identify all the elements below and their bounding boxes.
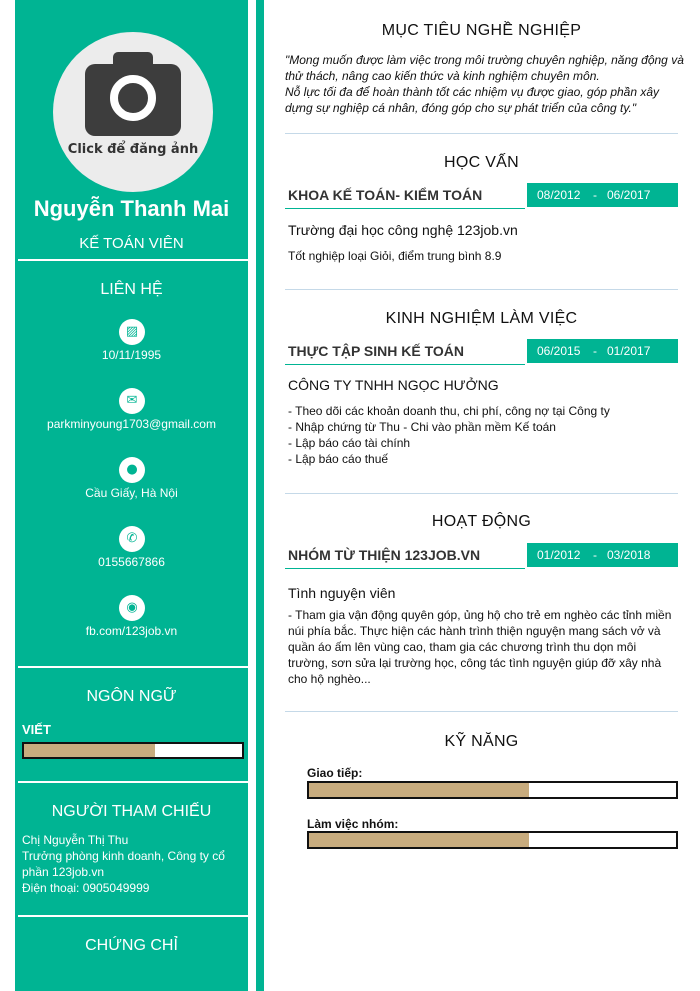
divider: [18, 259, 248, 261]
activities-heading: HOẠT ĐỘNG: [431, 513, 532, 530]
skill-name: Giao tiếp:: [307, 766, 363, 780]
skills-heading: KỸ NĂNG: [444, 733, 519, 750]
map-pin-icon: ●: [119, 457, 145, 483]
education-start: 08/2012: [537, 188, 581, 202]
address-text: Cầu Giấy, Hà Nội: [85, 486, 178, 500]
task-item: - Lập báo cáo thuế: [288, 452, 389, 466]
avatar-upload-text: Click để đăng ảnh: [67, 142, 199, 157]
birthday-text: 10/11/1995: [101, 348, 162, 362]
divider: [18, 915, 248, 917]
skill-level-fill: [309, 783, 529, 797]
candidate-name: Nguyễn Thanh Mai: [33, 196, 230, 221]
cake-icon: ▨: [119, 319, 145, 345]
envelope-icon: ✉: [119, 388, 145, 414]
section-separator: [285, 493, 678, 494]
certificate-heading: CHỨNG CHỈ: [85, 937, 178, 954]
language-level-fill: [24, 744, 155, 757]
objective-line-1: "Mong muốn được làm việc trong môi trường chuyên nghiệp, năng động và thử thách, nâng cao kiến thức và kinh nghiệm chuyên môn.: [285, 53, 684, 83]
contact-heading: LIÊN HỆ: [100, 281, 163, 298]
skill-name: Làm việc nhóm:: [307, 817, 399, 831]
section-separator: [285, 711, 678, 712]
language-level-bar: [22, 742, 244, 759]
entry-underline: [285, 364, 525, 365]
decorative-stripe: [256, 0, 264, 991]
website-text: fb.com/123job.vn: [85, 624, 178, 638]
task-item: - Lập báo cáo tài chính: [288, 436, 411, 450]
activities-organization: NHÓM TỪ THIỆN 123JOB.VN: [288, 547, 481, 563]
education-major: KHOA KẾ TOÁN- KIỂM TOÁN: [288, 187, 483, 203]
education-detail: Tốt nghiệp loại Giỏi, điểm trung bình 8.9: [288, 249, 502, 263]
education-date-badge: [527, 183, 678, 207]
reference-heading: NGƯỜI THAM CHIẾU: [51, 803, 212, 820]
task-item: - Theo dõi các khoản doanh thu, chi phí, công nợ tại Công ty: [288, 404, 610, 418]
activities-end: 03/2018: [607, 548, 651, 562]
education-school: Trường đại học công nghệ 123job.vn: [288, 222, 518, 238]
sidebar: [15, 0, 248, 991]
experience-company: CÔNG TY TNHH NGỌC HƯỞNG: [288, 377, 499, 393]
entry-underline: [285, 568, 525, 569]
skill-level-fill: [309, 833, 529, 847]
globe-icon: ◉: [119, 595, 145, 621]
experience-position: THỰC TẬP SINH KẾ TOÁN: [288, 343, 464, 359]
objective-line-2: Nỗ lực tối đa để hoàn thành tốt các nhiệm vụ được giao, góp phần xây dựng sự nghiệp cá nhân, đóng góp cho sự phát triển của công ty.": [285, 85, 660, 115]
experience-end: 01/2017: [607, 344, 651, 358]
education-heading: HỌC VẤN: [444, 154, 519, 171]
skill-level-bar: [307, 831, 678, 849]
experience-date-badge: [527, 339, 678, 363]
reference-phone: Điện thoại: 0905049999: [22, 881, 150, 895]
divider: [18, 666, 248, 668]
job-title: KẾ TOÁN VIÊN: [79, 235, 184, 252]
activities-role: Tình nguyện viên: [288, 585, 396, 601]
avatar-upload[interactable]: [53, 32, 213, 192]
entry-underline: [285, 208, 525, 209]
phone-icon: ✆: [119, 526, 145, 552]
skill-level-bar: [307, 781, 678, 799]
objective-heading: MỤC TIÊU NGHỀ NGHIỆP: [381, 22, 582, 39]
activities-start: 01/2012: [537, 548, 581, 562]
language-name: VIẾT: [22, 722, 51, 737]
activities-date-badge: [527, 543, 678, 567]
task-item: - Nhập chứng từ Thu - Chi vào phần mềm Kế toán: [288, 420, 556, 434]
date-dash: -: [593, 548, 597, 562]
date-dash: -: [593, 344, 597, 358]
phone-text: 0155667866: [98, 555, 165, 569]
date-dash: -: [593, 188, 597, 202]
activities-description: - Tham gia vận động quyên góp, ủng hộ cho trẻ em nghèo các tỉnh miền núi phía bắc. Thực hiện các hành trình thiện nguyện mang sách vở và quần áo ấm lên vùng cao, tham gia các chương trình thu dọn môi trường, sơn sửa lại trường học, công tác tình nguyện giúp đỡ xây nhà cho hộ nghèo...: [288, 608, 672, 686]
objective-text: [285, 52, 685, 116]
section-separator: [285, 289, 678, 290]
experience-start: 06/2015: [537, 344, 581, 358]
camera-lens-icon: [110, 75, 156, 121]
divider: [18, 781, 248, 783]
reference-position: Trưởng phòng kinh doanh, Công ty cổ phần 123job.vn: [22, 849, 225, 879]
reference-details: [22, 832, 242, 896]
experience-tasks: [288, 403, 678, 467]
experience-heading: KINH NGHIỆM LÀM VIỆC: [385, 310, 578, 327]
email-text: parkminyoung1703@gmail.com: [47, 417, 216, 431]
education-end: 06/2017: [607, 188, 651, 202]
section-separator: [285, 133, 678, 134]
language-heading: NGÔN NGỮ: [86, 688, 177, 705]
reference-name: Chị Nguyễn Thị Thu: [22, 833, 129, 847]
